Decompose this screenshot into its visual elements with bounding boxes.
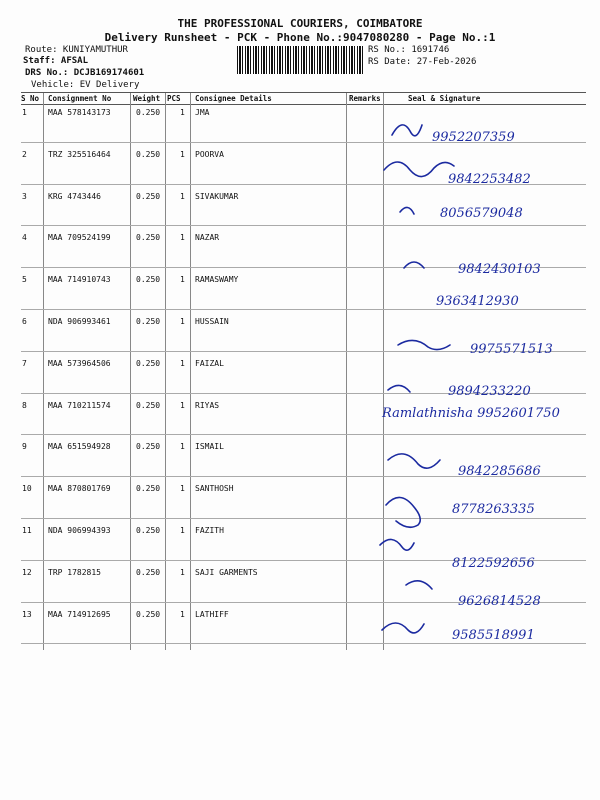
row-weight: 0.250 — [136, 233, 161, 242]
col-header-sno: S No — [21, 94, 40, 103]
row-consignment-no: MAA 709524199 — [48, 233, 111, 242]
row-consignee: SANTHOSH — [195, 484, 234, 493]
row-consignment-no: NDA 906994393 — [48, 526, 111, 535]
row-consignee: FAIZAL — [195, 359, 224, 368]
signature-phone-note: 9952207359 — [432, 130, 515, 145]
row-sno: 8 — [22, 401, 27, 410]
row-consignee: JMA — [195, 108, 210, 117]
row-sno: 13 — [22, 610, 32, 619]
signature-scribble — [406, 581, 432, 589]
row-consignee: ISMAIL — [195, 442, 224, 451]
row-pcs: 1 — [180, 359, 185, 368]
row-consignee: SIVAKUMAR — [195, 192, 239, 201]
signature-phone-note: 8122592656 — [452, 556, 535, 571]
rs-date: RS Date: 27-Feb-2026 — [368, 57, 477, 67]
signature-scribble — [404, 262, 424, 268]
drs-number: DRS No.: DCJB169174601 — [25, 68, 145, 78]
staff-label: Staff: AFSAL — [23, 56, 89, 66]
row-consignment-no: MAA 714912695 — [48, 610, 111, 619]
signature-phone-note: 9975571513 — [470, 342, 553, 357]
signature-scribble — [388, 385, 410, 392]
row-sno: 4 — [22, 233, 27, 242]
runsheet-title: Delivery Runsheet - PCK - Phone No.:9047080280 - Page No.:1 — [104, 31, 496, 44]
row-consignment-no: MAA 710211574 — [48, 401, 111, 410]
col-header-weight: Weight — [133, 94, 161, 103]
row-pcs: 1 — [180, 317, 185, 326]
col-header-remarks: Remarks — [349, 94, 381, 103]
vehicle-label: Vehicle: EV Delivery — [31, 80, 140, 90]
row-consignment-no: KRG 4743446 — [48, 192, 101, 201]
row-consignment-no: TRP 1782815 — [48, 568, 101, 577]
row-pcs: 1 — [180, 108, 185, 117]
col-header-signature: Seal & Signature — [408, 94, 481, 103]
row-consignee: LATHIFF — [195, 610, 229, 619]
row-weight: 0.250 — [136, 192, 161, 201]
row-weight: 0.250 — [136, 401, 161, 410]
row-sno: 3 — [22, 192, 27, 201]
row-pcs: 1 — [180, 610, 185, 619]
row-consignee: HUSSAIN — [195, 317, 229, 326]
row-sno: 7 — [22, 359, 27, 368]
rs-number: RS No.: 1691746 — [368, 45, 450, 55]
row-consignee: NAZAR — [195, 233, 220, 242]
row-weight: 0.250 — [136, 568, 161, 577]
signature-phone-note: Ramlathnisha 9952601750 — [382, 406, 560, 421]
signature-phone-note: 9842430103 — [458, 262, 541, 277]
route-label: Route: KUNIYAMUTHUR — [25, 45, 128, 55]
row-weight: 0.250 — [136, 317, 161, 326]
signature-phone-note: 9842285686 — [458, 464, 541, 479]
row-pcs: 1 — [180, 484, 185, 493]
row-sno: 9 — [22, 442, 27, 451]
signature-phone-note: 9363412930 — [436, 294, 519, 309]
signature-scribble — [392, 125, 422, 136]
row-pcs: 1 — [180, 192, 185, 201]
row-sno: 10 — [22, 484, 32, 493]
row-sno: 5 — [22, 275, 27, 284]
col-header-pcs: PCS — [167, 94, 181, 103]
row-sno: 11 — [22, 526, 32, 535]
row-pcs: 1 — [180, 568, 185, 577]
row-consignee: RIYAS — [195, 401, 220, 410]
row-consignee: RAMASWAMY — [195, 275, 239, 284]
row-consignment-no: MAA 573964506 — [48, 359, 111, 368]
row-weight: 0.250 — [136, 484, 161, 493]
signature-phone-note: 9626814528 — [458, 594, 541, 609]
row-consignment-no: MAA 714910743 — [48, 275, 111, 284]
row-weight: 0.250 — [136, 150, 161, 159]
row-consignment-no: TRZ 325516464 — [48, 150, 111, 159]
row-consignee: SAJI GARMENTS — [195, 568, 258, 577]
company-title: THE PROFESSIONAL COURIERS, COIMBATORE — [177, 17, 423, 30]
row-weight: 0.250 — [136, 610, 161, 619]
row-weight: 0.250 — [136, 275, 161, 284]
row-sno: 12 — [22, 568, 32, 577]
row-consignment-no: MAA 651594928 — [48, 442, 111, 451]
row-weight: 0.250 — [136, 526, 161, 535]
signature-phone-note: 9842253482 — [448, 172, 531, 187]
row-pcs: 1 — [180, 275, 185, 284]
row-consignee: FAZITH — [195, 526, 224, 535]
row-pcs: 1 — [180, 401, 185, 410]
row-weight: 0.250 — [136, 442, 161, 451]
signature-scribble — [384, 162, 454, 177]
signature-scribble — [382, 623, 424, 633]
row-pcs: 1 — [180, 150, 185, 159]
row-weight: 0.250 — [136, 108, 161, 117]
signature-phone-note: 8778263335 — [452, 502, 535, 517]
signature-scribble — [380, 539, 414, 550]
signature-phone-note: 9894233220 — [448, 384, 531, 399]
row-consignment-no: NDA 906993461 — [48, 317, 111, 326]
row-pcs: 1 — [180, 233, 185, 242]
row-weight: 0.250 — [136, 359, 161, 368]
signature-scribble — [398, 340, 450, 349]
row-consignment-no: MAA 578143173 — [48, 108, 111, 117]
col-header-consignee: Consignee Details — [195, 94, 272, 103]
signature-phone-note: 9585518991 — [452, 628, 535, 643]
signature-scribble — [388, 454, 440, 468]
signature-phone-note: 8056579048 — [440, 206, 523, 221]
row-consignment-no: MAA 870801769 — [48, 484, 111, 493]
row-sno: 6 — [22, 317, 27, 326]
row-pcs: 1 — [180, 526, 185, 535]
row-pcs: 1 — [180, 442, 185, 451]
row-sno: 2 — [22, 150, 27, 159]
row-consignee: POORVA — [195, 150, 224, 159]
row-sno: 1 — [22, 108, 27, 117]
signature-scribble — [386, 497, 420, 527]
signature-scribble — [400, 207, 414, 214]
col-header-consignment: Consignment No — [48, 94, 112, 103]
